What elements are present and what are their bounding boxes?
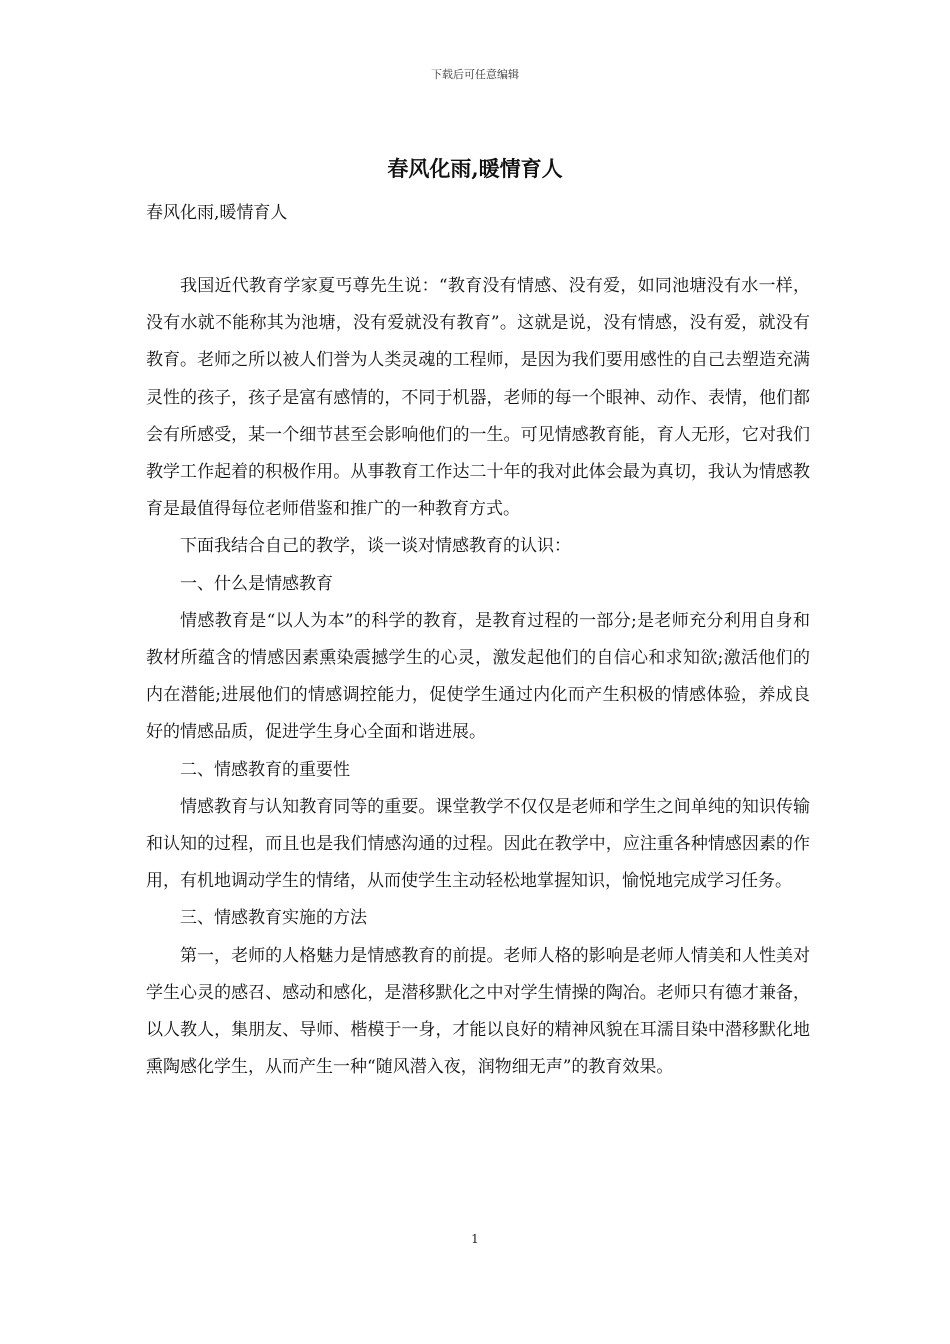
document-subtitle: 春风化雨,暖情育人 xyxy=(146,203,288,223)
section-heading-3: 三、情感教育实施的方法 xyxy=(180,908,367,929)
section-3-paragraph: 第一，老师的人格魅力是情感教育的前提。老师人格的影响是老师人情美和人性美对学生心灵的感召、感动和感化，是潜移默化之中对学生情操的陶冶。老师只有德才兼备，以人教人，集朋友、导师、楷模于一身，才能以良好的精神风貌在耳濡目染中潜移默化地熏陶感化学生，从而产生一种“随风潜入夜，润物细无声”的教育效果。 xyxy=(146,945,810,1078)
document-title: 春风化雨,暖情育人 xyxy=(387,156,563,181)
intro-paragraph: 我国近代教育学家夏丐尊先生说：“教育没有情感、没有爱，如同池塘没有水一样，没有水就不能称其为池塘，没有爱就没有教育”。这就是说，没有情感，没有爱，就没有教育。老师之所以被人们誉为人类灵魂的工程师，是因为我们要用感性的自己去塑造充满灵性的孩子，孩子是富有感情的，不同于机器，老师的每一个眼神、动作、表情，他们都会有所感受，某一个细节甚至会影响他们的一生。可见情感教育能，育人无形，它对我们教学工作起着的积极作用。从事教育工作达二十年的我对此体会最为真切，我认为情感教育是最值得每位老师借鉴和推广的一种教育方式。 xyxy=(146,276,810,520)
page-number: 1 xyxy=(471,1232,479,1246)
section-heading-2: 二、情感教育的重要性 xyxy=(180,759,350,780)
document-body xyxy=(146,268,810,1086)
page-header: 下载后可任意编辑 xyxy=(431,68,519,81)
section-1-paragraph: 情感教育是“以人为本”的科学的教育，是教育过程的一部分;是老师充分利用自身和教材所蕴含的情感因素熏染震撼学生的心灵，激发起他们的自信心和求知欲;激活他们的内在潜能;进展他们的情感调控能力，促使学生通过内化而产生积极的情感体验，养成良好的情感品质，促进学生身心全面和谐进展。 xyxy=(146,610,810,743)
transition-paragraph: 下面我结合自己的教学，谈一谈对情感教育的认识： xyxy=(180,536,571,557)
section-heading-1: 一、什么是情感教育 xyxy=(180,573,333,594)
section-2-paragraph: 情感教育与认知教育同等的重要。课堂教学不仅仅是老师和学生之间单纯的知识传输和认知的过程，而且也是我们情感沟通的过程。因此在教学中，应注重各种情感因素的作用，有机地调动学生的情绪，从而使学生主动轻松地掌握知识，愉悦地完成学习任务。 xyxy=(146,796,810,892)
